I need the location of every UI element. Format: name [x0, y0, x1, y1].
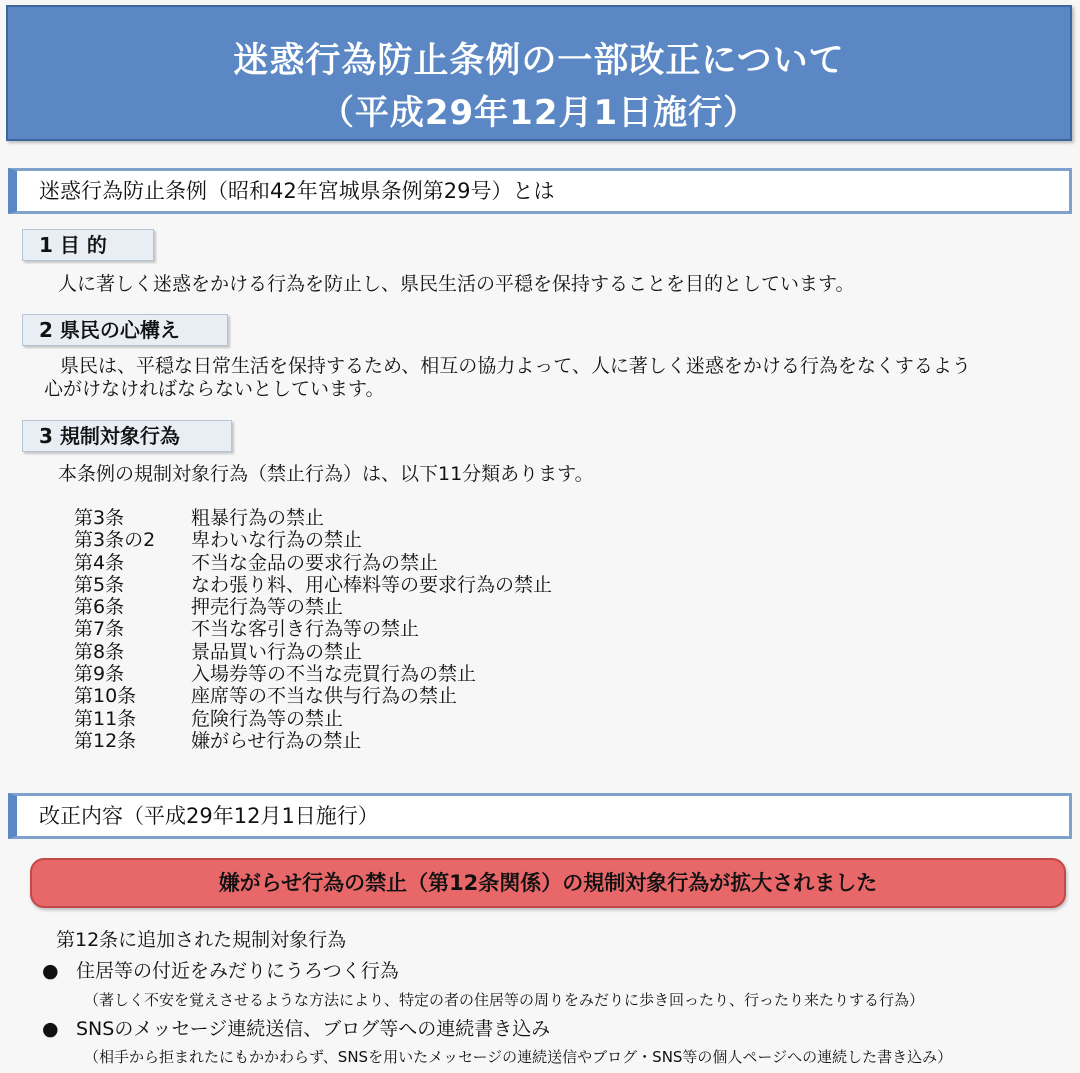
amendment-item-text: SNSのメッセージ連続送信、ブログ等への連続書き込み [76, 1018, 551, 1040]
article-number: 第12条 [74, 729, 137, 752]
bullet-icon: ● [42, 960, 59, 982]
amendment-banner: 嫌がらせ行為の禁止（第12条関係）の規制対象行為が拡大されました [30, 858, 1066, 908]
subheading-purpose: 1 目 的 [22, 229, 154, 261]
amendment-item-note: （著しく不安を覚えさせるような方法により、特定の者の住居等の周りをみだりに歩き回ったり、行ったり来たりする行為） [84, 991, 925, 1009]
article-number: 第4条 [74, 551, 125, 574]
article-number: 第11条 [74, 707, 137, 730]
article-description: 卑わいな行為の禁止 [191, 529, 363, 552]
article-number: 第3条の2 [74, 529, 156, 552]
article-description: 危険行為等の禁止 [191, 707, 344, 730]
page-title: 迷惑行為防止条例の一部改正について [233, 41, 845, 81]
article-description: 座席等の不当な供与行為の禁止 [191, 685, 458, 708]
article-description: 粗暴行為の禁止 [191, 507, 325, 529]
article-description: 不当な金品の要求行為の禁止 [191, 551, 439, 574]
section-heading-about: 迷惑行為防止条例（昭和42年宮城県条例第29号）とは [8, 168, 1072, 214]
article-description: 景品買い行為の禁止 [191, 640, 363, 663]
list-item [74, 708, 552, 730]
amendment-intro: 第12条に追加された規制対象行為 [56, 929, 347, 951]
article-number: 第7条 [74, 618, 125, 641]
article-list [74, 507, 552, 752]
amendment-item-note: （相手から拒まれたにもかかわらず、SNSを用いたメッセージの連続送信やブログ・SNS等の個人ページへの連続した書き込み） [84, 1048, 953, 1066]
article-number: 第3条 [74, 507, 125, 529]
list-item [74, 529, 552, 551]
section-heading-amendment: 改正内容（平成29年12月1日施行） [8, 793, 1072, 839]
list-item [74, 641, 552, 663]
list-item [74, 507, 552, 529]
regulated-intro: 本条例の規制対象行為（禁止行為）は、以下11分類あります。 [58, 463, 594, 485]
page-title-banner [6, 5, 1072, 141]
article-number: 第6条 [74, 596, 125, 619]
article-number: 第5条 [74, 573, 125, 596]
article-description: 嫌がらせ行為の禁止 [191, 729, 362, 752]
list-item [42, 956, 399, 983]
list-item [74, 596, 552, 618]
list-item [74, 730, 552, 752]
list-item [74, 552, 552, 574]
list-item [74, 574, 552, 596]
list-item [74, 685, 552, 707]
purpose-text: 人に著しく迷惑をかける行為を防止し、県民生活の平穏を保持することを目的としています。 [58, 273, 855, 295]
bullet-icon: ● [42, 1018, 59, 1040]
article-number: 第10条 [74, 685, 137, 708]
attitude-text-line2: 心がけなければならないとしています。 [44, 378, 385, 400]
article-description: 不当な客引き行為等の禁止 [191, 618, 420, 641]
list-item [42, 1014, 550, 1041]
article-number: 第9条 [74, 663, 125, 686]
article-number: 第8条 [74, 640, 125, 663]
attitude-text-line1: 県民は、平穏な日常生活を保持するため、相互の協力よって、人に著しく迷惑をかける行為をなくするよう [60, 355, 971, 377]
article-description: なわ張り料、用心棒料等の要求行為の禁止 [191, 573, 553, 596]
subheading-attitude: 2 県民の心構え [22, 314, 228, 346]
article-description: 入場券等の不当な売買行為の禁止 [191, 663, 477, 686]
page-subtitle: （平成29年12月1日施行） [319, 93, 759, 133]
amendment-item-text: 住居等の付近をみだりにうろつく行為 [76, 960, 399, 982]
article-description: 押売行為等の禁止 [191, 596, 344, 619]
list-item [74, 618, 552, 640]
subheading-regulated: 3 規制対象行為 [22, 420, 232, 452]
list-item [74, 663, 552, 685]
